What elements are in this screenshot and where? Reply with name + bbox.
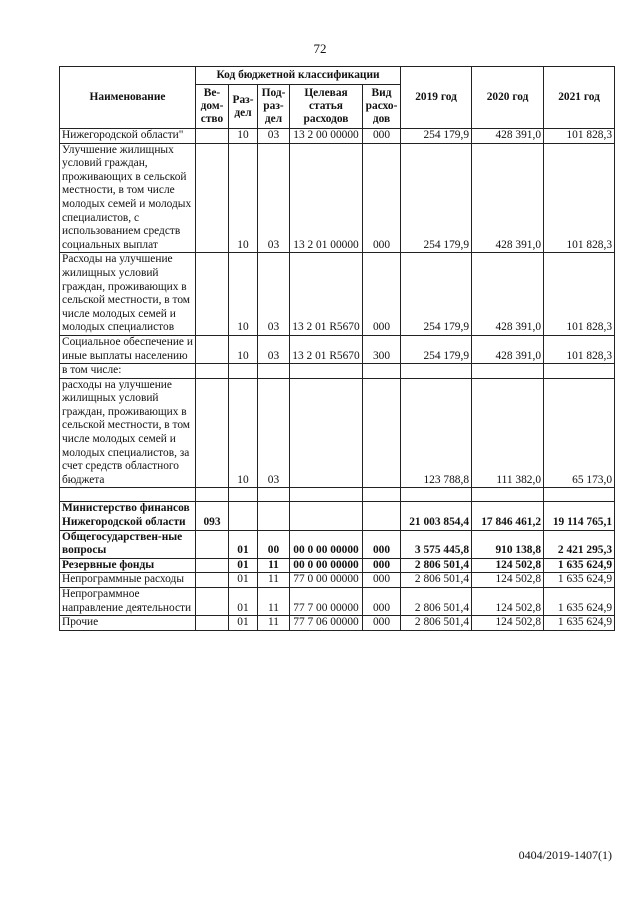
row-2020: 910 138,8: [472, 530, 544, 558]
row-type: [363, 488, 401, 502]
row-name: Непрограммные расходы: [60, 573, 196, 588]
row-dept: [196, 558, 229, 573]
row-2019: 3 575 445,8: [401, 530, 472, 558]
table-row: [60, 488, 615, 502]
row-target: 00 0 00 00000: [290, 530, 363, 558]
row-subsection: 03: [258, 253, 290, 336]
row-type: 000: [363, 129, 401, 144]
row-section: 01: [229, 588, 258, 616]
header-name: Наименование: [60, 67, 196, 129]
row-target: 13 2 00 00000: [290, 129, 363, 144]
document-code: 0404/2019-1407(1): [518, 848, 612, 862]
row-2020: 428 391,0: [472, 253, 544, 336]
row-2021: [544, 488, 615, 502]
row-subsection: 00: [258, 530, 290, 558]
row-2020: [472, 364, 544, 379]
row-section: 10: [229, 378, 258, 488]
row-name: Нижегородской области": [60, 129, 196, 144]
page-number: 72: [313, 41, 327, 56]
row-subsection: 11: [258, 616, 290, 631]
row-section: 01: [229, 573, 258, 588]
row-dept: [196, 588, 229, 616]
row-subsection: 11: [258, 573, 290, 588]
budget-table: [59, 66, 615, 631]
row-2019: [401, 488, 472, 502]
table-row: [60, 573, 615, 588]
row-target: [290, 488, 363, 502]
row-type: 000: [363, 558, 401, 573]
row-name: Министерство финансов Нижегородской области: [60, 502, 196, 530]
row-2021: 1 635 624,9: [544, 573, 615, 588]
row-dept: [196, 378, 229, 488]
header-2021: 2021 год: [544, 67, 615, 129]
row-dept: [196, 616, 229, 631]
row-subsection: 03: [258, 378, 290, 488]
row-type: [363, 378, 401, 488]
row-subsection: 03: [258, 143, 290, 253]
row-subsection: 11: [258, 588, 290, 616]
row-name: Расходы на улучшение жилищных условий граждан, проживающих в сельской местности, в том числе молодых семей и молодых специалистов: [60, 253, 196, 336]
row-section: [229, 364, 258, 379]
table-row: [60, 335, 615, 363]
row-section: [229, 502, 258, 530]
table-row: [60, 616, 615, 631]
row-2020: 124 502,8: [472, 588, 544, 616]
row-2021: 101 828,3: [544, 143, 615, 253]
row-type: 300: [363, 335, 401, 363]
row-target: 77 0 00 00000: [290, 573, 363, 588]
table-row: [60, 378, 615, 488]
row-2019: [401, 364, 472, 379]
row-name: Резервные фонды: [60, 558, 196, 573]
row-2021: 19 114 765,1: [544, 502, 615, 530]
row-2021: 1 635 624,9: [544, 588, 615, 616]
row-dept: [196, 573, 229, 588]
row-section: [229, 488, 258, 502]
table-row: [60, 143, 615, 253]
header-target: Целевая статья расходов: [290, 85, 363, 129]
row-target: 13 2 01 00000: [290, 143, 363, 253]
row-target: 00 0 00 00000: [290, 558, 363, 573]
row-2019: 2 806 501,4: [401, 588, 472, 616]
header-2019: 2019 год: [401, 67, 472, 129]
row-type: 000: [363, 573, 401, 588]
row-2019: 2 806 501,4: [401, 616, 472, 631]
row-2021: [544, 364, 615, 379]
row-2019: 2 806 501,4: [401, 573, 472, 588]
row-2021: 101 828,3: [544, 335, 615, 363]
row-subsection: 03: [258, 335, 290, 363]
row-2021: 1 635 624,9: [544, 616, 615, 631]
row-subsection: [258, 364, 290, 379]
row-2019: 254 179,9: [401, 143, 472, 253]
row-2019: 2 806 501,4: [401, 558, 472, 573]
row-target: [290, 378, 363, 488]
row-dept: [196, 129, 229, 144]
row-target: [290, 364, 363, 379]
table-row: [60, 364, 615, 379]
row-2020: 17 846 461,2: [472, 502, 544, 530]
row-type: [363, 364, 401, 379]
row-target: 77 7 06 00000: [290, 616, 363, 631]
row-2021: 1 635 624,9: [544, 558, 615, 573]
row-section: 01: [229, 616, 258, 631]
row-subsection: 11: [258, 558, 290, 573]
header-expense-type: Вид расхо-дов: [363, 85, 401, 129]
row-section: 10: [229, 335, 258, 363]
row-dept: [196, 143, 229, 253]
row-dept: [196, 364, 229, 379]
row-dept: [196, 530, 229, 558]
row-2021: 2 421 295,3: [544, 530, 615, 558]
table-row: [60, 588, 615, 616]
row-2019: 254 179,9: [401, 253, 472, 336]
row-dept: 093: [196, 502, 229, 530]
row-target: 13 2 01 R5670: [290, 335, 363, 363]
header-dept: Ве-дом-ство: [196, 85, 229, 129]
row-subsection: [258, 488, 290, 502]
row-2020: 124 502,8: [472, 616, 544, 631]
row-2019: 254 179,9: [401, 335, 472, 363]
row-dept: [196, 488, 229, 502]
row-name: Социальное обеспечение и иные выплаты населению: [60, 335, 196, 363]
row-2020: 428 391,0: [472, 143, 544, 253]
row-2020: 111 382,0: [472, 378, 544, 488]
row-2019: 254 179,9: [401, 129, 472, 144]
row-2019: 123 788,8: [401, 378, 472, 488]
row-2020: 124 502,8: [472, 558, 544, 573]
header-section: Раз-дел: [229, 85, 258, 129]
header-code-group: Код бюджетной классификации: [196, 67, 401, 85]
table-header: [60, 67, 615, 129]
row-subsection: [258, 502, 290, 530]
row-type: 000: [363, 253, 401, 336]
row-section: 01: [229, 530, 258, 558]
row-2021: 101 828,3: [544, 129, 615, 144]
row-section: 10: [229, 129, 258, 144]
table-row: [60, 253, 615, 336]
row-name: Прочие: [60, 616, 196, 631]
row-section: 10: [229, 143, 258, 253]
row-2020: 428 391,0: [472, 129, 544, 144]
header-subsection: Под-раз-дел: [258, 85, 290, 129]
row-2020: 124 502,8: [472, 573, 544, 588]
row-target: 13 2 01 R5670: [290, 253, 363, 336]
row-2020: 428 391,0: [472, 335, 544, 363]
row-section: 10: [229, 253, 258, 336]
row-type: [363, 502, 401, 530]
row-type: 000: [363, 530, 401, 558]
row-type: 000: [363, 616, 401, 631]
row-subsection: 03: [258, 129, 290, 144]
row-name: Общегосударствен-ные вопросы: [60, 530, 196, 558]
row-name: Улучшение жилищных условий граждан, проживающих в сельской местности, в том числе молодых семей и молодых специалистов, с использованием средств социальных выплат: [60, 143, 196, 253]
row-target: 77 7 00 00000: [290, 588, 363, 616]
table-row: [60, 129, 615, 144]
row-name: в том числе:: [60, 364, 196, 379]
row-dept: [196, 253, 229, 336]
row-target: [290, 502, 363, 530]
table-row: [60, 558, 615, 573]
header-2020: 2020 год: [472, 67, 544, 129]
row-2021: 65 173,0: [544, 378, 615, 488]
row-section: 01: [229, 558, 258, 573]
row-name: [60, 488, 196, 502]
row-2019: 21 003 854,4: [401, 502, 472, 530]
row-type: 000: [363, 588, 401, 616]
row-2020: [472, 488, 544, 502]
row-name: Непрограммное направление деятельности: [60, 588, 196, 616]
row-type: 000: [363, 143, 401, 253]
row-dept: [196, 335, 229, 363]
table-row: [60, 530, 615, 558]
row-name: расходы на улучшение жилищных условий граждан, проживающих в сельской местности, в том числе молодых семей и молодых специалистов, за счет средств областного бюджета: [60, 378, 196, 488]
table-row: [60, 502, 615, 530]
row-2021: 101 828,3: [544, 253, 615, 336]
